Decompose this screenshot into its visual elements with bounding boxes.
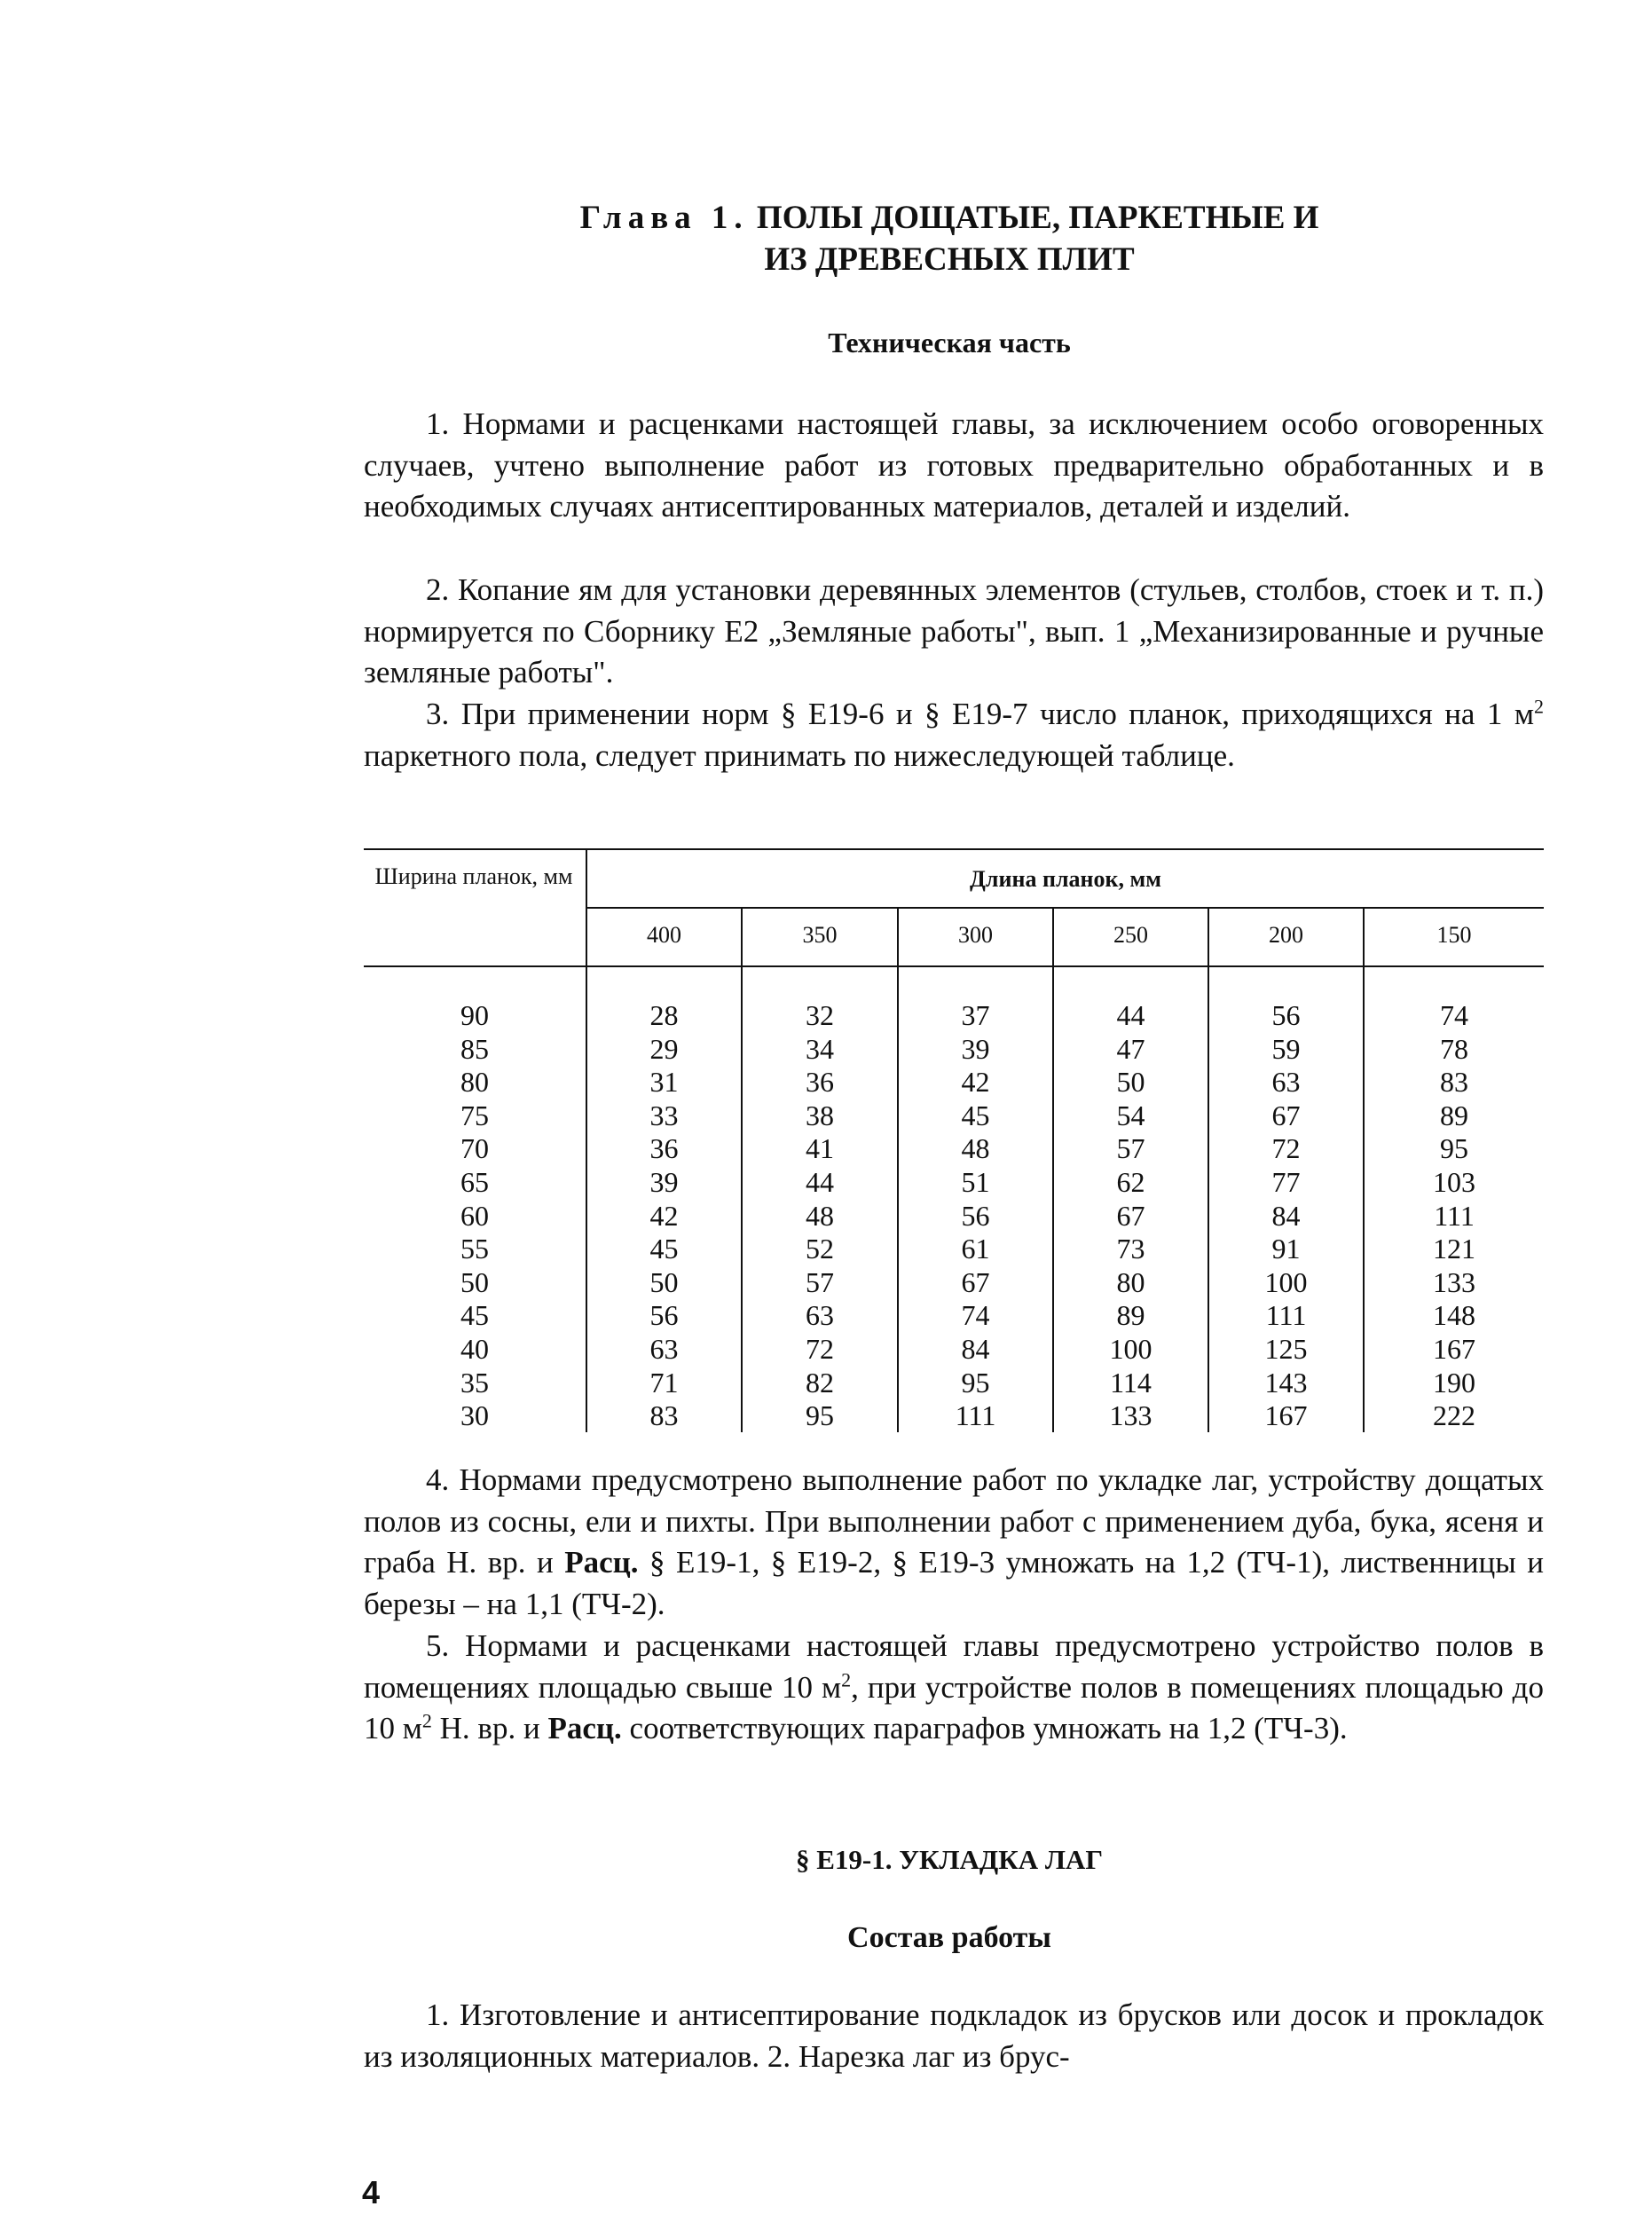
paragraph-5-text-b: , при устройстве полов в помещениях площадью до 10 м [364, 1669, 1544, 1745]
table-cell: 54 [1116, 1099, 1145, 1131]
table-cell: 59 [1271, 1032, 1301, 1065]
width-cell: 65 [460, 1165, 489, 1198]
width-cell: 70 [460, 1132, 489, 1165]
column-header: 300 [958, 922, 993, 948]
table-cell: 83 [1440, 1066, 1468, 1099]
table-cell: 95 [1440, 1132, 1468, 1165]
value-column [1209, 999, 1363, 1433]
table-cell: 63 [806, 1299, 834, 1332]
technical-part-heading: Техническая часть [828, 327, 1071, 359]
table-cell: 45 [649, 1233, 679, 1265]
width-cell: 90 [460, 999, 489, 1031]
table-cell: 29 [649, 1032, 679, 1065]
paragraph-5-text-d: соответствующих параграфов умножать на 1,2 (ТЧ-3). [621, 1711, 1348, 1745]
width-cell: 30 [460, 1399, 489, 1432]
table-cell: 167 [1264, 1399, 1308, 1432]
column-header: 200 [1269, 922, 1303, 948]
table-cell: 190 [1433, 1366, 1475, 1399]
table-cell: 83 [649, 1399, 679, 1432]
column-header: 350 [802, 922, 838, 948]
width-column [364, 999, 586, 1433]
table-cell: 67 [961, 1265, 990, 1298]
table-cell: 41 [806, 1132, 834, 1165]
paragraph-6: 1. Изготовление и антисептирование подкладок из брусков или досок и прокладок из изоляционных материалов. 2. Нарезка лаг из брус- [364, 1998, 1544, 2074]
chapter-title-line-1 [355, 197, 1544, 239]
chapter-prefix: Глава 1. [579, 200, 749, 236]
table-cell: 44 [806, 1165, 834, 1198]
paragraph-5-text-c: Н. вр. и [431, 1711, 548, 1745]
table-cell: 77 [1271, 1165, 1301, 1198]
table-cell: 50 [1116, 1066, 1145, 1099]
paragraph-3-text-a: 3. При применении норм § Е19-6 и § Е19-7 число планок, приходящихся на 1 м [426, 697, 1534, 731]
table-cell: 133 [1109, 1399, 1152, 1432]
table-cell: 34 [806, 1032, 834, 1065]
table-cell: 56 [649, 1299, 679, 1332]
chapter-title [355, 197, 1544, 280]
table-cell: 82 [806, 1366, 834, 1399]
table-cell: 33 [649, 1099, 679, 1131]
table-cell: 95 [806, 1399, 834, 1432]
table-cell: 61 [961, 1233, 990, 1265]
table-cell: 73 [1116, 1233, 1145, 1265]
table-cell: 74 [961, 1299, 990, 1332]
table-cell: 56 [961, 1199, 990, 1232]
plank-count-table [364, 848, 1544, 1432]
section-heading: § Е19-1. УКЛАДКА ЛАГ [795, 1844, 1104, 1875]
paragraph-2: 2. Копание ям для установки деревянных элементов (стульев, столбов, стоек и т. п.) нормируется по Сборнику Е2 „Земляные работы", вып. 1 „Механизированные и ручные земляные работы". [364, 572, 1544, 689]
table-cell: 78 [1440, 1032, 1468, 1065]
table-top-rule [364, 848, 1544, 850]
bold-term: Расц. [564, 1545, 639, 1580]
width-cell: 35 [460, 1366, 489, 1399]
table-cell: 89 [1440, 1099, 1468, 1131]
table-group-rule [587, 907, 1544, 909]
table-cell: 72 [806, 1332, 834, 1365]
page-number: 4 [362, 2174, 381, 2210]
table-cell: 42 [961, 1066, 990, 1099]
value-column [743, 999, 897, 1433]
chapter-title-line-2: ИЗ ДРЕВЕСНЫХ ПЛИТ [764, 241, 1135, 278]
table-cell: 91 [1271, 1233, 1301, 1265]
bold-term: Расц. [547, 1711, 622, 1745]
table-cell: 121 [1433, 1233, 1475, 1265]
row-header: Ширина планок, мм [374, 863, 573, 889]
table-cell: 84 [1271, 1199, 1301, 1232]
superscript: 2 [1534, 695, 1544, 718]
table-cell: 72 [1271, 1132, 1301, 1165]
table-cell: 143 [1264, 1366, 1308, 1399]
width-cell: 80 [460, 1066, 489, 1099]
table-cell: 48 [961, 1132, 990, 1165]
table-cell: 67 [1271, 1099, 1301, 1131]
column-header: 400 [647, 922, 681, 948]
width-cell: 50 [460, 1265, 489, 1298]
table-cell: 63 [649, 1332, 679, 1365]
table-cell: 56 [1271, 999, 1301, 1031]
table-cell: 50 [649, 1265, 679, 1298]
paragraph-3-text-b: паркетного пола, следует принимать по нижеследующей таблице. [364, 737, 1235, 773]
width-cell: 45 [460, 1299, 489, 1332]
table-cell: 111 [1265, 1299, 1307, 1332]
table-cell: 114 [1110, 1366, 1152, 1399]
table-cell: 84 [961, 1332, 990, 1365]
table-cell: 32 [806, 999, 834, 1031]
table-cell: 74 [1440, 999, 1468, 1031]
value-column [587, 999, 741, 1433]
paragraph-4 [364, 1460, 1544, 1625]
column-header: 250 [1113, 922, 1148, 948]
width-cell: 60 [460, 1199, 489, 1232]
width-cell: 55 [460, 1233, 489, 1265]
table-cell: 80 [1116, 1265, 1145, 1298]
table-cell: 51 [961, 1165, 990, 1198]
table-cell: 57 [806, 1265, 834, 1298]
table-cell: 71 [649, 1366, 679, 1399]
table-cell: 39 [649, 1165, 679, 1198]
table-cell: 125 [1264, 1332, 1308, 1365]
table-cell: 39 [961, 1032, 990, 1065]
table-cell: 67 [1116, 1199, 1145, 1232]
paragraph-5-text-a: 5. Нормами и расценками настоящей главы предусмотрено устройство полов в помещениях площадью свыше 10 м [364, 1628, 1544, 1705]
table-cell: 62 [1116, 1165, 1145, 1198]
table-cell: 111 [1434, 1199, 1475, 1232]
table-cell: 63 [1271, 1066, 1301, 1099]
table-cell: 28 [649, 999, 679, 1031]
table-cell: 95 [961, 1366, 990, 1399]
chapter-title-text: ПОЛЫ ДОЩАТЫЕ, ПАРКЕТНЫЕ И [756, 200, 1319, 236]
table-cell: 100 [1264, 1265, 1308, 1298]
table-cell: 42 [649, 1199, 679, 1232]
table-cell: 36 [649, 1132, 679, 1165]
composition-heading: Состав работы [847, 1921, 1051, 1954]
value-column [1054, 999, 1208, 1433]
table-cell: 36 [806, 1066, 834, 1099]
paragraph-4-text-a: 4. Нормами предусмотрено выполнение работ по укладке лаг, устройству дощатых полов из сосны, ели и пихты. При выполнении работ с применением дуба, бука, ясеня и граба Н. вр. и [364, 1462, 1544, 1580]
table-cell: 44 [1116, 999, 1145, 1031]
paragraph-5 [364, 1626, 1544, 1750]
table-cell: 57 [1116, 1132, 1145, 1165]
table-cell: 47 [1116, 1032, 1145, 1065]
superscript: 2 [421, 1709, 432, 1732]
table-cell: 89 [1116, 1299, 1145, 1332]
table-cell: 52 [806, 1233, 834, 1265]
table-cell: 148 [1433, 1299, 1475, 1332]
table-cell: 37 [961, 999, 990, 1031]
width-cell: 40 [460, 1332, 489, 1365]
value-column [899, 999, 1052, 1433]
table-cell: 45 [961, 1099, 990, 1131]
paragraph-1: 1. Нормами и расценками настоящей главы, за исключением особо оговоренных случаев, учтено выполнение работ из готовых предварительно обработанных и в необходимых случаях антисептированных материалов, деталей и изделий. [364, 406, 1544, 524]
paragraph-3 [364, 694, 1544, 776]
table-cell: 133 [1433, 1265, 1475, 1298]
table-cell: 222 [1433, 1399, 1475, 1432]
table-header-rule [364, 965, 1544, 967]
table-cell: 100 [1109, 1332, 1152, 1365]
group-header: Длина планок, мм [970, 866, 1161, 892]
column-header: 150 [1436, 922, 1472, 948]
width-cell: 85 [460, 1032, 489, 1065]
table-cell: 167 [1433, 1332, 1475, 1365]
table-cell: 103 [1433, 1165, 1475, 1198]
table-cell: 31 [649, 1066, 679, 1099]
table-cell: 48 [806, 1199, 834, 1232]
paragraph-4-text-b: § Е19-1, § Е19-2, § Е19-3 умножать на 1,2 (ТЧ-1), лиственницы и березы – на 1,1 (ТЧ-2). [364, 1545, 1545, 1621]
width-cell: 75 [460, 1099, 489, 1131]
table-cell: 111 [955, 1399, 996, 1432]
value-column [1365, 999, 1544, 1433]
table-cell: 38 [806, 1099, 834, 1131]
superscript: 2 [841, 1667, 852, 1690]
